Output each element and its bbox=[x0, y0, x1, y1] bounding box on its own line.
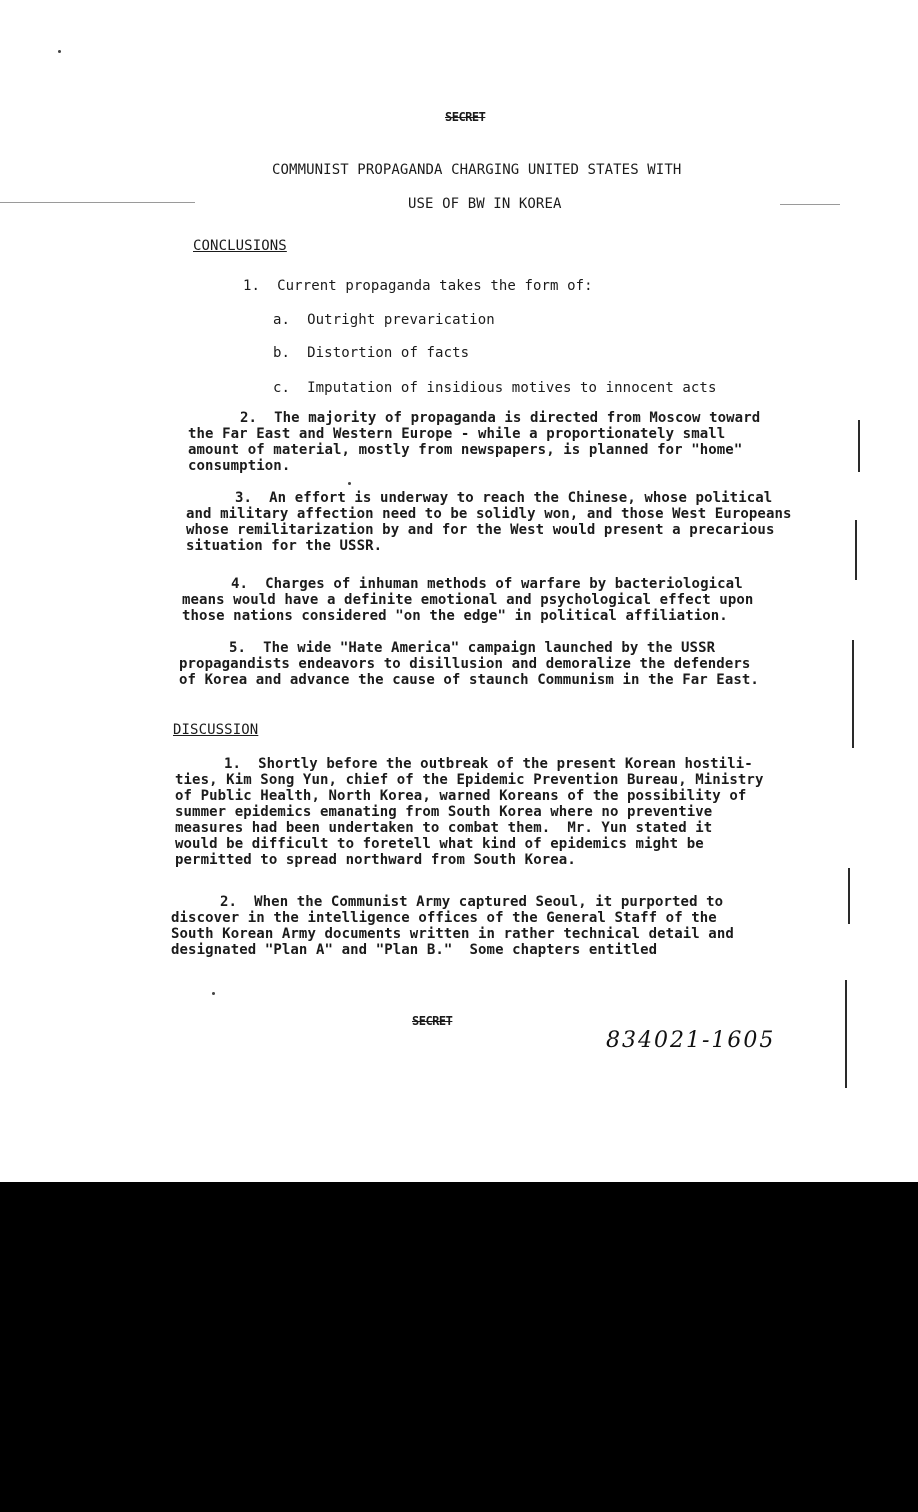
conclusion-3-line: 3. An effort is underway to reach the Chinese, whose political bbox=[235, 490, 773, 506]
classification-bottom: SECRET bbox=[412, 1014, 453, 1028]
discussion-1-line: of Public Health, North Korea, warned Koreans of the possibility of bbox=[175, 788, 747, 804]
discussion-2-line: discover in the intelligence offices of the General Staff of the bbox=[171, 910, 717, 926]
discussion-heading: DISCUSSION bbox=[173, 722, 259, 738]
scan-mark bbox=[855, 520, 857, 580]
scan-dot bbox=[212, 992, 215, 995]
document-title-line-1: COMMUNIST PROPAGANDA CHARGING UNITED STATES WITH bbox=[272, 162, 682, 178]
scan-dot bbox=[58, 50, 61, 53]
conclusion-1-item-a: a. Outright prevarication bbox=[273, 312, 495, 328]
scan-line bbox=[0, 202, 195, 203]
scan-dot bbox=[348, 482, 351, 485]
conclusion-5-line: propagandists endeavors to disillusion and demoralize the defenders bbox=[179, 656, 751, 672]
conclusion-1-item-c: c. Imputation of insidious motives to innocent acts bbox=[273, 380, 717, 396]
classification-top: SECRET bbox=[445, 110, 486, 124]
conclusion-2-line: 2. The majority of propaganda is directed from Moscow toward bbox=[240, 410, 761, 426]
scan-line bbox=[780, 204, 840, 205]
discussion-1-line: summer epidemics emanating from South Korea where no preventive bbox=[175, 804, 713, 820]
document-number: 834021-1605 bbox=[606, 1028, 776, 1053]
conclusion-4-line: means would have a definite emotional and psychological effect upon bbox=[182, 592, 754, 608]
conclusion-4-line: 4. Charges of inhuman methods of warfare by bacteriological bbox=[231, 576, 743, 592]
conclusion-3-line: and military affection need to be solidly won, and those West Europeans bbox=[186, 506, 792, 522]
conclusion-5-line: 5. The wide "Hate America" campaign launched by the USSR bbox=[229, 640, 716, 656]
discussion-2-line: 2. When the Communist Army captured Seoul, it purported to bbox=[220, 894, 724, 910]
conclusion-4-line: those nations considered "on the edge" in political affiliation. bbox=[182, 608, 728, 624]
discussion-2-line: South Korean Army documents written in rather technical detail and bbox=[171, 926, 734, 942]
conclusions-heading: CONCLUSIONS bbox=[193, 238, 287, 254]
document-title-line-2: USE OF BW IN KOREA bbox=[408, 196, 562, 212]
conclusion-1-lead: 1. Current propaganda takes the form of: bbox=[243, 278, 593, 294]
conclusion-2-line: amount of material, mostly from newspapers, is planned for "home" bbox=[188, 442, 743, 458]
conclusion-2-line: consumption. bbox=[188, 458, 291, 474]
discussion-2-line: designated "Plan A" and "Plan B." Some chapters entitled bbox=[171, 942, 658, 958]
scan-mark bbox=[848, 868, 850, 924]
discussion-1-line: would be difficult to foretell what kind of epidemics might be bbox=[175, 836, 704, 852]
discussion-1-line: 1. Shortly before the outbreak of the present Korean hostili- bbox=[224, 756, 753, 772]
conclusion-5-line: of Korea and advance the cause of staunch Communism in the Far East. bbox=[179, 672, 759, 688]
conclusion-2-line: the Far East and Western Europe - while a proportionately small bbox=[188, 426, 726, 442]
scan-mark bbox=[845, 980, 847, 1088]
conclusion-3-line: situation for the USSR. bbox=[186, 538, 383, 554]
conclusion-3-line: whose remilitarization by and for the West would present a precarious bbox=[186, 522, 775, 538]
scan-mark bbox=[858, 420, 860, 472]
discussion-1-line: ties, Kim Song Yun, chief of the Epidemic Prevention Bureau, Ministry bbox=[175, 772, 764, 788]
discussion-1-line: permitted to spread northward from South Korea. bbox=[175, 852, 576, 868]
conclusion-1-item-b: b. Distortion of facts bbox=[273, 345, 470, 361]
discussion-1-line: measures had been undertaken to combat them. Mr. Yun stated it bbox=[175, 820, 713, 836]
scan-mark bbox=[852, 640, 854, 748]
